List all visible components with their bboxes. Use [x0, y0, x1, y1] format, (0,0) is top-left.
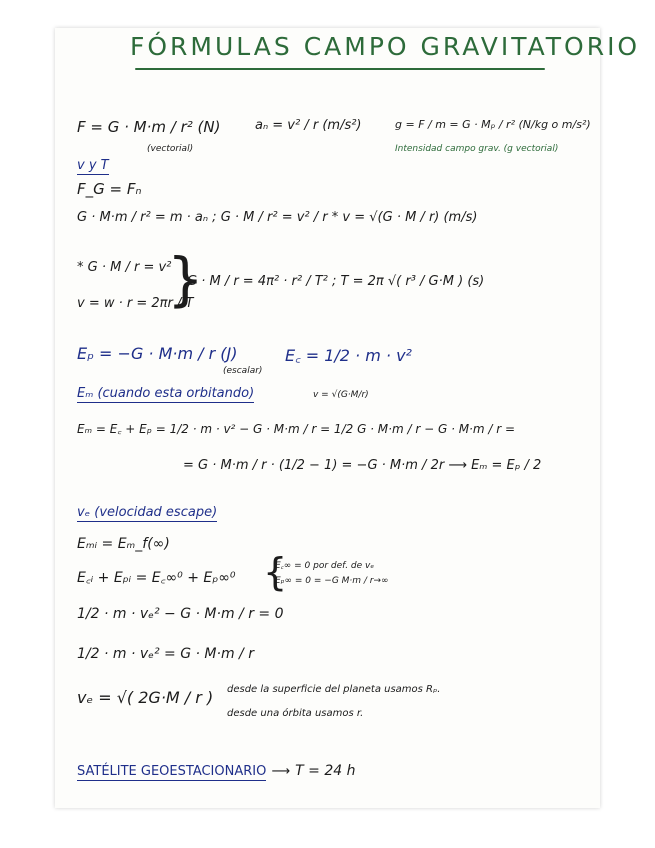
mechanical-energy-result: = G · M·m / r · (1/2 − 1) = −G · M·m / 2r ⟶ Eₘ = Eₚ / 2 — [183, 458, 542, 473]
potential-energy-formula: Eₚ = −G · M·m / r (J) — [77, 344, 238, 363]
curly-brace: } — [167, 245, 204, 313]
geostationary-line — [77, 760, 356, 779]
kinetic-energy-formula: E꜀ = 1/2 · m · v² — [285, 346, 412, 365]
potential-infinity-condition: Eₚ∞ = 0 = −G M·m / r→∞ — [275, 576, 389, 586]
force-equality: F_G = Fₙ — [77, 180, 142, 198]
orbital-velocity-derivation: G · M·m / r² = m · aₙ ; G · M / r² = v² / r * v = √(G · M / r) (m/s) — [77, 210, 478, 225]
escape-energy-simplified: 1/2 · m · vₑ² = G · M·m / r — [77, 646, 254, 662]
section-heading-v-t: v y T — [77, 158, 109, 173]
notebook-page — [55, 28, 641, 808]
escape-energy-equation: 1/2 · m · vₑ² − G · M·m / r = 0 — [77, 606, 284, 622]
condition-brace: { — [263, 550, 288, 594]
normal-acceleration-formula: aₙ = v² / r (m/s²) — [255, 118, 362, 133]
potential-energy-note: (escalar) — [223, 366, 263, 376]
escape-velocity-formula: vₑ = √( 2G·M / r ) — [77, 688, 214, 707]
title-underline — [135, 68, 545, 70]
orbital-velocity-note: v = √(G·M/r) — [313, 390, 369, 400]
geostationary-label: SATÉLITE GEOESTACIONARIO — [77, 764, 267, 779]
angular-velocity-relation: v = w · r = 2πr / T — [77, 296, 194, 311]
kinetic-infinity-condition: E꜀∞ = 0 por def. de vₑ — [275, 561, 375, 571]
section-heading-escape-velocity: vₑ (velocidad escape) — [77, 505, 218, 520]
page-title: FÓRMULAS CAMPO GRAVITATORIO — [130, 32, 641, 61]
velocity-squared-relation: * G · M / r = v² — [77, 260, 172, 275]
field-intensity-formula: g = F / m = G · Mₚ / r² (N/kg o m/s²) — [395, 118, 591, 131]
geostationary-period: T = 24 h — [295, 763, 356, 779]
section-heading-mechanical-energy: Eₘ (cuando esta orbitando) — [77, 386, 255, 401]
orbital-period-formula: G · M / r = 4π² · r² / T² ; T = 2π √( r³ / G·M ) (s) — [187, 274, 485, 289]
mechanical-energy-derivation: Eₘ = E꜀ + Eₚ = 1/2 · m · v² − G · M·m / r = 1/2 G · M·m / r − G · M·m / r = — [77, 422, 516, 436]
force-note: (vectorial) — [147, 144, 194, 154]
initial-final-energy: E꜀ᵢ + Eₚᵢ = E꜀∞⁰ + Eₚ∞⁰ — [77, 570, 236, 586]
escape-note-surface: desde la superficie del planeta usamos Rₚ. — [227, 684, 441, 695]
gravitational-force-formula: F = G · M·m / r² (N) — [77, 118, 221, 136]
field-intensity-note: Intensidad campo grav. (g vectorial) — [395, 144, 559, 154]
arrow-icon: ⟶ — [271, 764, 291, 779]
energy-conservation: Eₘᵢ = Eₘ_f(∞) — [77, 536, 170, 552]
escape-note-orbit: desde una órbita usamos r. — [227, 708, 364, 719]
